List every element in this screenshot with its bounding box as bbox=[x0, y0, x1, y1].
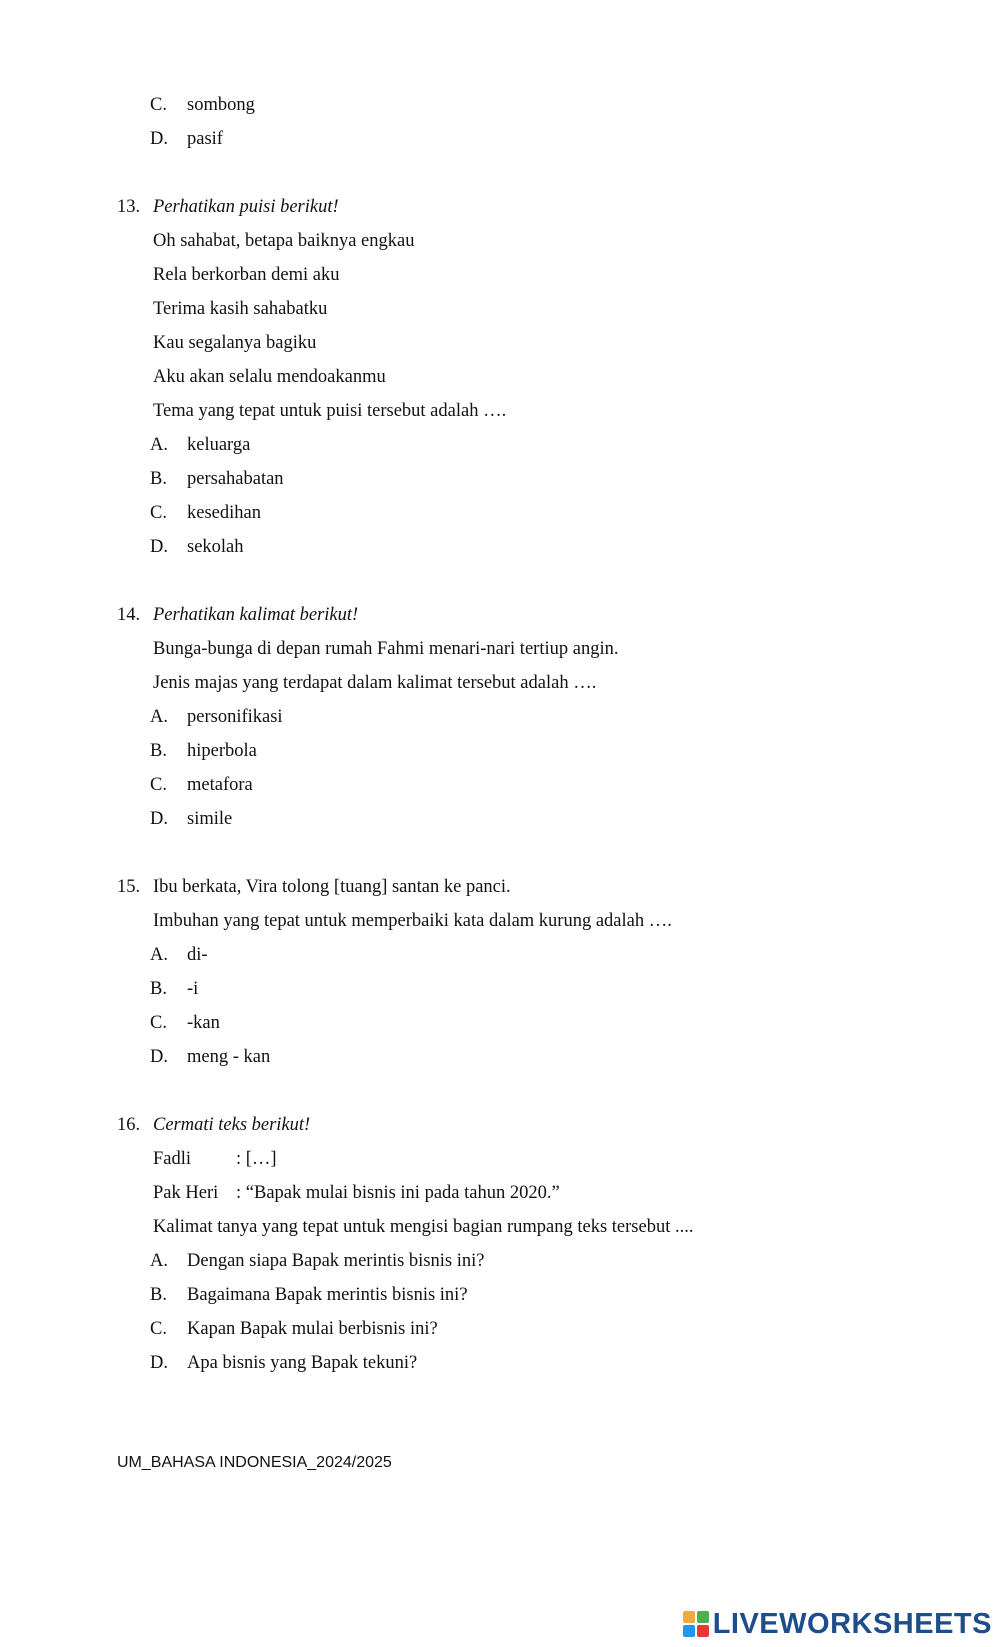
option-text: keluarga bbox=[187, 435, 251, 455]
option-letter: B. bbox=[150, 741, 167, 761]
option-text: -i bbox=[187, 979, 199, 999]
question-text: Jenis majas yang terdapat dalam kalimat tersebut adalah …. bbox=[153, 673, 597, 693]
option-text: Dengan siapa Bapak merintis bisnis ini? bbox=[187, 1251, 485, 1271]
dialogue-speaker: Fadli bbox=[153, 1149, 192, 1169]
option-letter: C. bbox=[150, 503, 167, 523]
option-letter: A. bbox=[150, 1251, 168, 1271]
option-text: kesedihan bbox=[187, 503, 261, 523]
question-sentence: Bunga-bunga di depan rumah Fahmi menari-nari tertiup angin. bbox=[153, 639, 619, 659]
option-text: simile bbox=[187, 809, 233, 829]
option-text: di- bbox=[187, 945, 208, 965]
option-letter: B. bbox=[150, 469, 167, 489]
question-instruction: Cermati teks berikut! bbox=[153, 1115, 311, 1135]
option-letter: D. bbox=[150, 1047, 168, 1067]
option-letter: C. bbox=[150, 95, 167, 115]
liveworksheets-logo[interactable] bbox=[683, 1607, 992, 1641]
option-letter: C. bbox=[150, 775, 167, 795]
option-text: sekolah bbox=[187, 537, 244, 557]
logo-text: LIVEWORKSHEETS bbox=[712, 1608, 992, 1640]
question-instruction: Perhatikan kalimat berikut! bbox=[153, 605, 359, 625]
option-letter: A. bbox=[150, 707, 168, 727]
option-letter: D. bbox=[150, 537, 168, 557]
option-text: meng - kan bbox=[187, 1047, 271, 1067]
dialogue-speaker: Pak Heri bbox=[153, 1183, 219, 1203]
option-letter: D. bbox=[150, 809, 168, 829]
option-text: metafora bbox=[187, 775, 253, 795]
option-text: Kapan Bapak mulai berbisnis ini? bbox=[187, 1319, 438, 1339]
option-text: Apa bisnis yang Bapak tekuni? bbox=[187, 1353, 418, 1373]
logo-tile bbox=[683, 1611, 695, 1623]
footer-code: UM_BAHASA INDONESIA_2024/2025 bbox=[117, 1454, 392, 1471]
option-letter: A. bbox=[150, 435, 168, 455]
option-text: Bagaimana Bapak merintis bisnis ini? bbox=[187, 1285, 468, 1305]
option-letter: D. bbox=[150, 1353, 168, 1373]
liveworksheets-logo-icon bbox=[683, 1611, 709, 1637]
poem-line: Kau segalanya bagiku bbox=[153, 333, 317, 353]
poem-line: Rela berkorban demi aku bbox=[153, 265, 340, 285]
question-text: Tema yang tepat untuk puisi tersebut adalah …. bbox=[153, 401, 507, 421]
poem-line: Aku akan selalu mendoakanmu bbox=[153, 367, 386, 387]
option-text: persahabatan bbox=[187, 469, 284, 489]
option-text: sombong bbox=[187, 95, 255, 115]
question-text: Imbuhan yang tepat untuk memperbaiki kata dalam kurung adalah …. bbox=[153, 911, 672, 931]
poem-line: Oh sahabat, betapa baiknya engkau bbox=[153, 231, 415, 251]
question-instruction: Perhatikan puisi berikut! bbox=[153, 197, 339, 217]
option-letter: A. bbox=[150, 945, 168, 965]
option-letter: C. bbox=[150, 1319, 167, 1339]
question-number: 16. bbox=[117, 1115, 141, 1135]
option-text: -kan bbox=[187, 1013, 220, 1033]
option-letter: B. bbox=[150, 1285, 167, 1305]
option-letter: C. bbox=[150, 1013, 167, 1033]
dialogue-line: : “Bapak mulai bisnis ini pada tahun 2020.” bbox=[236, 1183, 560, 1203]
question-number: 13. bbox=[117, 197, 141, 217]
dialogue-line: : […] bbox=[236, 1149, 277, 1169]
question-number: 14. bbox=[117, 605, 141, 625]
logo-tile bbox=[697, 1625, 709, 1637]
question-sentence: Ibu berkata, Vira tolong [tuang] santan ke panci. bbox=[153, 877, 511, 897]
option-text: personifikasi bbox=[187, 707, 283, 727]
option-letter: D. bbox=[150, 129, 168, 149]
option-letter: B. bbox=[150, 979, 167, 999]
logo-tile bbox=[683, 1625, 695, 1637]
option-text: hiperbola bbox=[187, 741, 257, 761]
poem-line: Terima kasih sahabatku bbox=[153, 299, 328, 319]
question-text: Kalimat tanya yang tepat untuk mengisi bagian rumpang teks tersebut .... bbox=[153, 1217, 694, 1237]
question-number: 15. bbox=[117, 877, 141, 897]
logo-tile bbox=[697, 1611, 709, 1623]
option-text: pasif bbox=[187, 129, 223, 149]
